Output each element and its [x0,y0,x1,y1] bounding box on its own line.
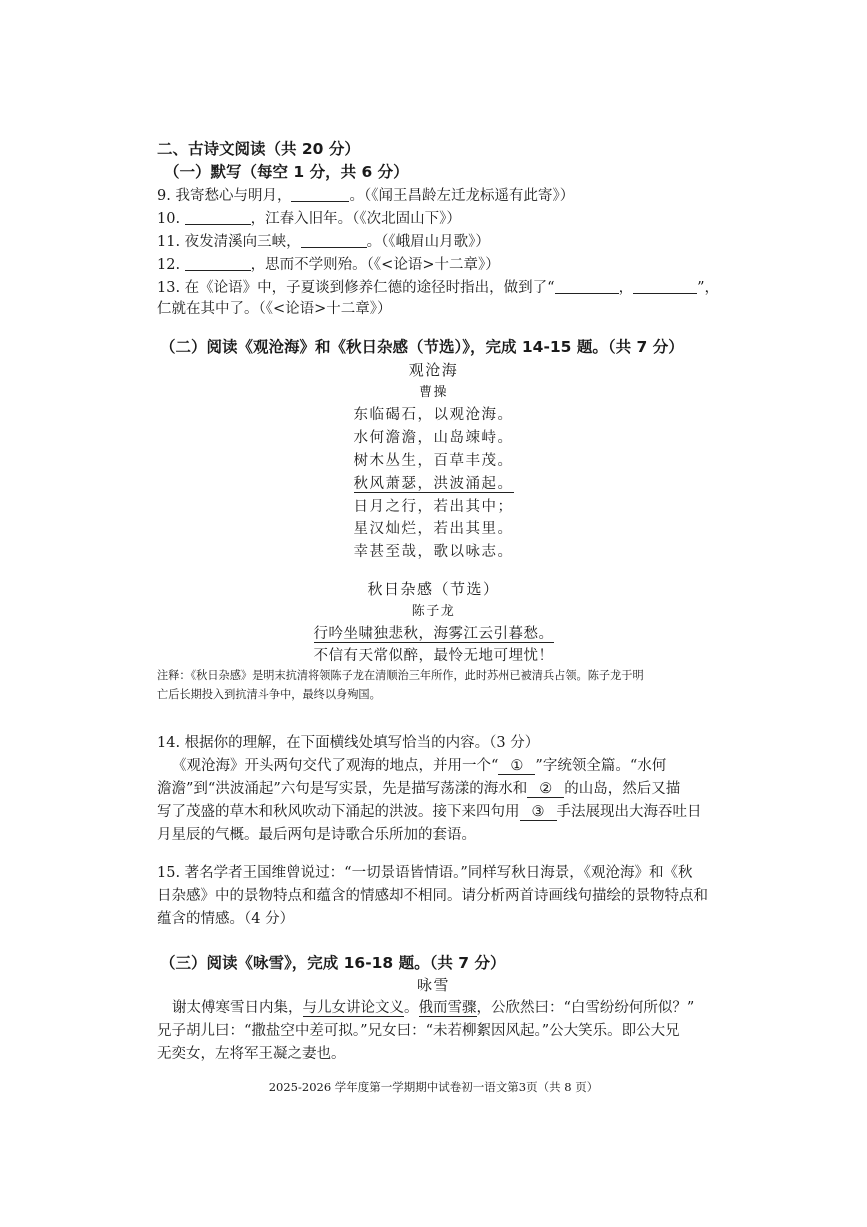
question-11: 11. 夜发清溪向三峡， 。（《峨眉山月歌》） [157,234,490,250]
part1-title: （一）默写（每空 1 分，共 6 分） [164,163,409,181]
question-15-line3: 蕴含的情感。（4 分） [157,911,295,927]
answer-blank[interactable] [185,257,251,271]
blank-2[interactable]: ② [527,781,564,798]
poem1-author: 曹操 [418,385,448,400]
poem1-line: 东临碣石，以观沧海。 [353,407,514,423]
question-13: 13. 在《论语》中，子夏谈到修养仁德的途径时指出，做到了“ ， ”， [157,280,720,296]
poem1-line: 日月之行，若出其中； [353,499,514,515]
question-15: 15. 著名学者王国维曾说过：“一切景语皆情语。”同样写秋日海景，《观沧海》和《秋 [157,865,693,881]
text-title: 咏雪 [416,976,450,994]
question-14-line: 写了茂盛的草木和秋风吹动下涌起的洪波。接下来四句用 ③ 手法展现出大海吞吐日 [157,804,702,820]
question-13-line2: 仁就在其中了。（《<论语>十二章》） [157,301,392,317]
part2-title: （二）阅读《观沧海》和《秋日杂感（节选）》，完成 14-15 题。（共 7 分） [160,338,684,356]
answer-blank[interactable] [633,280,697,294]
annotation-note-line2: 亡后长期投入到抗清斗争中，最终以身殉国。 [157,688,381,701]
classical-text-line: 无奕女，左将军王凝之妻也。 [157,1046,346,1062]
classical-text-line: 谢太傅寒雪日内集，与儿女讲论文义。俄而雪骤，公欣然曰：“白雪纷纷何所似？” [172,1000,695,1016]
poem2-title: 秋日杂感（节选） [367,580,500,598]
poem1-line: 水何澹澹，山岛竦峙。 [353,430,514,446]
question-15-line2: 日杂感》中的景物特点和蕴含的情感却不相同。请分析两首诗画线句描绘的景物特点和 [157,888,708,904]
question-14-line: 月星辰的气概。最后两句是诗歌合乐所加的套语。 [157,827,476,843]
poem2-line: 不信有天常似醉，最怜无地可埋忧！ [313,648,554,664]
classical-text-line: 兄子胡儿曰：“撒盐空中差可拟。”兄女曰：“未若柳絮因风起。”公大笑乐。即公大兄 [157,1023,680,1039]
blank-1[interactable]: ① [498,758,535,775]
answer-blank[interactable] [301,234,367,248]
question-14-line: 《观沧海》开头两句交代了观海的地点，并用一个“ ① ”字统领全篇。“水何 [172,758,667,774]
poem2-line-underlined: 行吟坐啸独悲秋，海雾江云引暮愁。 [313,626,554,642]
question-12: 12. ，思而不学则殆。（《<论语>十二章》） [157,257,500,273]
poem1-line-underlined: 秋风萧瑟，洪波涌起。 [353,476,514,492]
poem1-title: 观沧海 [408,361,459,379]
part3-title: （三）阅读《咏雪》，完成 16-18 题。（共 7 分） [160,954,506,972]
question-14-line: 澹澹”到“洪波涌起”六句是写实景，先是描写荡漾的海水和 ② 的山岛，然后又描 [157,781,681,797]
blank-3[interactable]: ③ [520,804,557,821]
page-footer: 2025-2026 学年度第一学期期中试卷初一语文第3页（共 8 页） [268,1080,599,1094]
question-10: 10. ，江春入旧年。（《次北固山下》） [157,211,461,227]
answer-blank[interactable] [185,211,251,225]
section-title: 二、古诗文阅读（共 20 分） [157,140,360,158]
answer-blank[interactable] [555,280,619,294]
poem1-line: 星汉灿烂，若出其里。 [353,521,514,537]
poem1-line: 幸甚至哉，歌以咏志。 [353,544,514,560]
poem2-author: 陈子龙 [411,604,456,619]
annotation-note: 注释：《秋日杂感》是明末抗清将领陈子龙在清顺治三年所作，此时苏州已被清兵占领。陈子龙于明 [157,669,644,682]
answer-blank[interactable] [291,188,349,202]
question-9: 9. 我寄愁心与明月， 。（《闻王昌龄左迁龙标遥有此寄》） [157,188,575,204]
poem1-line: 树木丛生，百草丰茂。 [353,453,514,469]
question-14-title: 14. 根据你的理解，在下面横线处填写恰当的内容。（3 分） [157,735,540,751]
